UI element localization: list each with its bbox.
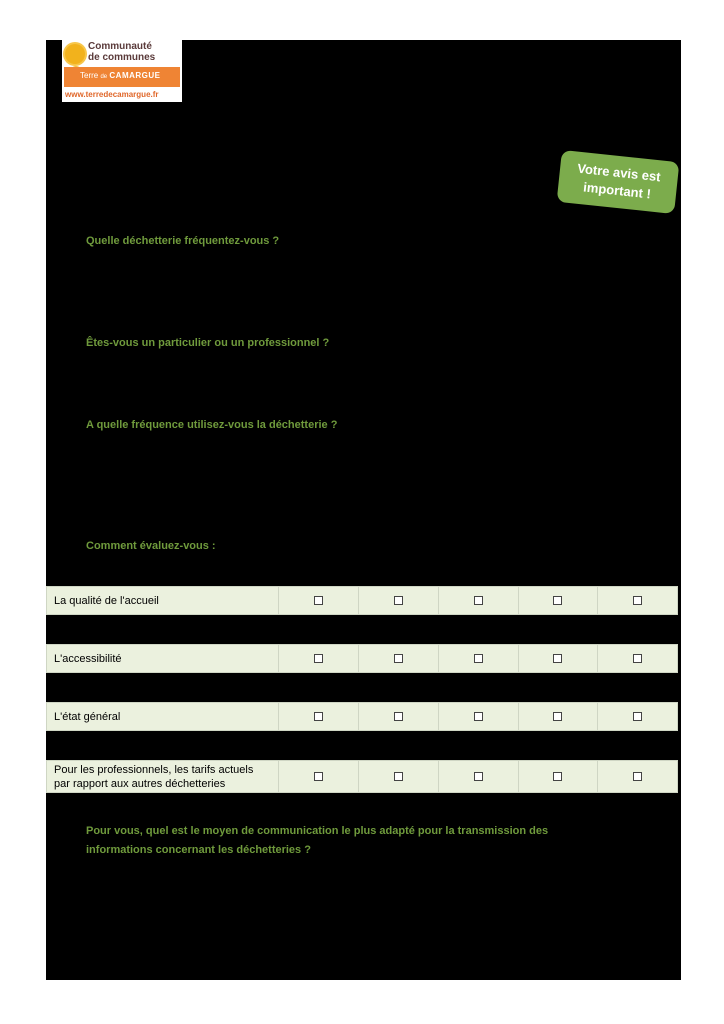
rating-checkbox[interactable] bbox=[314, 712, 323, 721]
rating-cell bbox=[438, 703, 518, 730]
rating-cell bbox=[438, 587, 518, 614]
rating-cell bbox=[597, 587, 677, 614]
rating-cell bbox=[358, 761, 438, 792]
rating-checkbox[interactable] bbox=[553, 596, 562, 605]
rating-row-label-text bbox=[54, 652, 122, 666]
rating-cell bbox=[278, 587, 358, 614]
rating-cell bbox=[518, 587, 598, 614]
question-communication-line-2: informations concernant les déchetteries ? bbox=[86, 844, 311, 856]
rating-checkbox[interactable] bbox=[394, 772, 403, 781]
rating-row bbox=[46, 702, 678, 731]
rating-checkbox[interactable] bbox=[633, 712, 642, 721]
rating-cell bbox=[278, 761, 358, 792]
badge-line-2: important ! bbox=[582, 179, 652, 202]
question-dechetterie: Quelle déchetterie fréquentez-vous ? bbox=[86, 235, 280, 247]
rating-cell bbox=[597, 645, 677, 672]
rating-cell bbox=[518, 703, 598, 730]
rating-cell bbox=[597, 703, 677, 730]
terre-de-camargue-logo bbox=[62, 40, 182, 102]
rating-checkbox[interactable] bbox=[394, 654, 403, 663]
rating-cell bbox=[438, 645, 518, 672]
rating-row bbox=[46, 586, 678, 615]
question-evaluation: Comment évaluez-vous : bbox=[86, 540, 216, 552]
logo-terre-de-camargue bbox=[80, 71, 161, 80]
logo-terre: Terre bbox=[80, 71, 99, 80]
rating-row-label-text bbox=[54, 710, 120, 724]
rating-cell bbox=[597, 761, 677, 792]
badge-line-1: Votre avis est bbox=[576, 160, 662, 185]
logo-de: de bbox=[100, 74, 108, 80]
logo-url: www.terredecamargue.fr bbox=[65, 90, 159, 99]
rating-row-label-line-2: par rapport aux autres déchetteries bbox=[54, 777, 226, 790]
rating-row-label-line-1: L'état général bbox=[54, 710, 121, 723]
rating-checkbox[interactable] bbox=[394, 596, 403, 605]
rating-cell bbox=[518, 761, 598, 792]
rating-cell bbox=[358, 703, 438, 730]
rating-row-label-line-1: L'accessibilité bbox=[54, 652, 122, 665]
question-communication-line-1: Pour vous, quel est le moyen de communication le plus adapté pour la transmission des bbox=[86, 825, 549, 837]
rating-checkbox[interactable] bbox=[633, 596, 642, 605]
rating-row-label-text bbox=[54, 763, 253, 791]
rating-checkbox[interactable] bbox=[553, 772, 562, 781]
logo-camargue: CAMARGUE bbox=[109, 71, 161, 80]
rating-row-label-text bbox=[54, 594, 159, 608]
rating-cell bbox=[278, 703, 358, 730]
rating-checkbox[interactable] bbox=[474, 596, 483, 605]
rating-checkbox[interactable] bbox=[474, 712, 483, 721]
rating-checkbox[interactable] bbox=[633, 654, 642, 663]
rating-row-label-line-1: La qualité de l'accueil bbox=[54, 594, 159, 607]
rating-row-label bbox=[47, 703, 278, 730]
rating-checkbox[interactable] bbox=[314, 654, 323, 663]
rating-checkbox[interactable] bbox=[474, 654, 483, 663]
rating-cell bbox=[278, 645, 358, 672]
sun-icon bbox=[65, 44, 85, 64]
rating-cell bbox=[518, 645, 598, 672]
rating-cell bbox=[438, 761, 518, 792]
rating-checkbox[interactable] bbox=[394, 712, 403, 721]
rating-cell bbox=[358, 587, 438, 614]
rating-checkbox[interactable] bbox=[633, 772, 642, 781]
rating-checkbox[interactable] bbox=[474, 772, 483, 781]
rating-checkbox[interactable] bbox=[553, 654, 562, 663]
rating-row-label bbox=[47, 587, 278, 614]
rating-row-label-line-1: Pour les professionnels, les tarifs actuels bbox=[54, 763, 254, 776]
rating-checkbox[interactable] bbox=[314, 772, 323, 781]
question-particulier-professionnel: Êtes-vous un particulier ou un professionnel ? bbox=[86, 337, 330, 349]
rating-cell bbox=[358, 645, 438, 672]
rating-row bbox=[46, 644, 678, 673]
logo-line-2: de communes bbox=[88, 52, 156, 63]
question-communication bbox=[86, 822, 606, 860]
rating-row bbox=[46, 760, 678, 793]
question-frequence: A quelle fréquence utilisez-vous la déchetterie ? bbox=[86, 419, 338, 431]
rating-checkbox[interactable] bbox=[553, 712, 562, 721]
rating-checkbox[interactable] bbox=[314, 596, 323, 605]
logo-line-1: Communauté bbox=[88, 41, 152, 52]
rating-row-label bbox=[47, 761, 278, 792]
rating-row-label bbox=[47, 645, 278, 672]
